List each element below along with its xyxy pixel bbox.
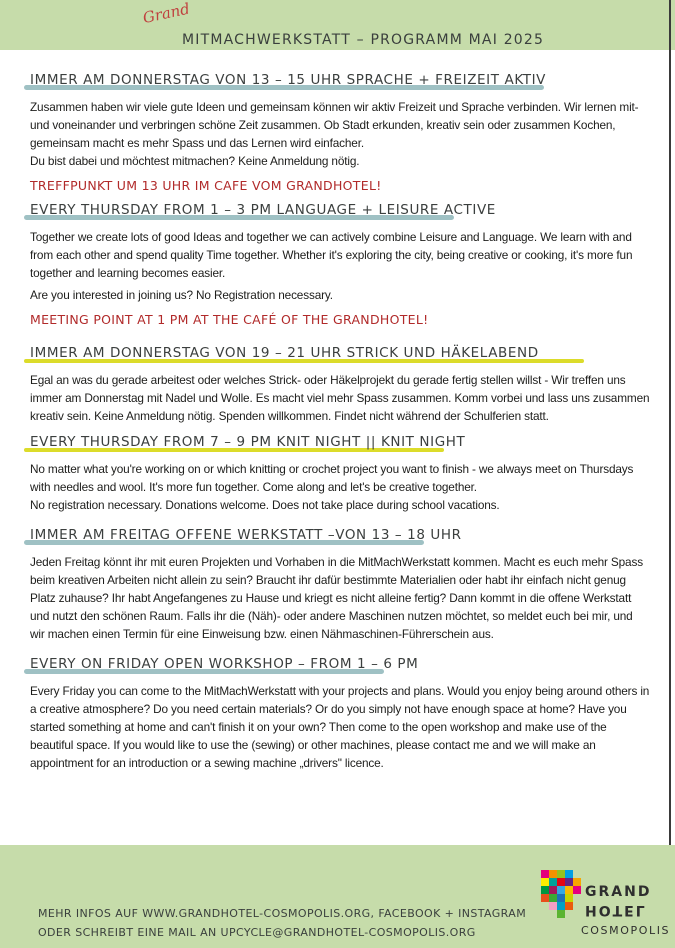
header-script-word: Grand: [141, 0, 192, 27]
page-edge-rule: [669, 0, 671, 948]
section-body: [30, 371, 650, 425]
section-body: [30, 98, 650, 170]
paragraph: No matter what you're working on or which knitting or crochet project you want to finish - we always meet on Thursdays with needles and wool. It's more fun together. Come along and let's be creative together.: [30, 462, 634, 494]
section-body: [30, 682, 650, 772]
section-heading-wrap: [30, 72, 650, 98]
section-heading-wrap: [30, 434, 650, 460]
footer-line-email: ODER SCHREIBT EINE MAIL AN UPCYCLE@GRANDHOTEL-COSMOPOLIS.ORG: [38, 926, 476, 939]
footer-info: [38, 904, 526, 942]
section-heading-wrap: [30, 527, 650, 553]
section-heading: IMMER AM DONNERSTAG VON 19 – 21 UHR STRICK UND HÄKELABEND: [30, 345, 539, 361]
section-body: [30, 460, 650, 514]
section-heading-wrap: [30, 345, 650, 371]
section-thursday-knit-de: [30, 345, 650, 425]
paragraph: Are you interested in joining us? No Registration necessary.: [30, 288, 333, 302]
section-body: [30, 553, 650, 643]
meeting-point-callout: TREFFPUNKT UM 13 UHR IM CAFE VOM GRANDHOTEL!: [30, 178, 382, 193]
paragraph: Jeden Freitag könnt ihr mit euren Projekten und Vorhaben in die MitMachWerkstatt kommen. Macht es euch mehr Spass beim kreativen Arbeiten nicht allein zu sein? Braucht ihr dafür bestimmte Materialien oder habt ihr einfach nicht genug Platz zuhause? Ihr habt Angefangenes zu Hause und kriegt es nicht alleine fertig? Dann kommt in die offene Werkstatt und nutzt den schönen Raum. Falls ihr die (Näh)- oder andere Maschinen nutzen möchtet, so meldet euch bei mir, und wir machen einen Termin für eine Einweisung bzw. einen Nähmaschinen-Führerschein aus.: [30, 555, 643, 641]
footer-line-website: MEHR INFOS AUF WWW.GRANDHOTEL-COSMOPOLIS.ORG, FACEBOOK + INSTAGRAM: [38, 907, 527, 920]
section-heading-wrap: [30, 202, 650, 228]
paragraph: Every Friday you can come to the MitMachWerkstatt with your projects and plans. Would you enjoy being around others in a creative atmosphere? Do you need certain materials? Or do you simply not have enough space at home? Have you started something at home and can't finish it on your own? Then come to the open workshop and make use of the beautiful space. If you would like to use the (sewing) or other machines, please contact me and we will make an appointment for an introduction or a sewing machine „drivers" licence.: [30, 684, 650, 770]
page-title: MITMACHWERKSTATT – PROGRAMM MAI 2025: [182, 32, 545, 48]
paragraph: Du bist dabei und möchtest mitmachen? Keine Anmeldung nötig.: [30, 154, 360, 168]
section-heading-wrap: [30, 656, 650, 682]
paragraph: Egal an was du gerade arbeitest oder welches Strick- oder Häkelprojekt du gerade fertig stellen willst - Wir treffen uns immer am Donnerstag mit Nadel und Wolle. Es macht viel mehr Spass zusammen. Komm vorbei und lass uns zusammen kreativ sein. Keine Anmeldung nötig. Spenden willkommen. Findet nicht während der Schulferien statt.: [30, 373, 650, 423]
logo-word-cosmopolis: COSMOPOLIS: [581, 924, 671, 937]
section-heading: IMMER AM FREITAG OFFENE WERKSTATT –VON 13 – 18 UHR: [30, 527, 462, 543]
logo-word-grand: GRAND: [585, 884, 652, 900]
section-heading: EVERY THURSDAY FROM 1 – 3 PM LANGUAGE + LEISURE ACTIVE: [30, 202, 496, 218]
section-thursday-language-en: [30, 202, 650, 327]
logo-word-hotel: HOTEL: [585, 902, 647, 918]
meeting-point-callout: MEETING POINT AT 1 PM AT THE CAFÉ OF THE GRANDHOTEL!: [30, 312, 429, 327]
paragraph: No registration necessary. Donations welcome. Does not take place during school vacations.: [30, 498, 500, 512]
section-thursday-language-de: [30, 72, 650, 193]
section-body: [30, 228, 650, 304]
paragraph: Together we create lots of good Ideas and together we can actively combine Leisure and Language. We learn with and from each other and spend quality Time together. Whether it's exploring the city, being creative or cooking, it's more fun together and learning becomes easier.: [30, 230, 633, 280]
section-friday-workshop-en: [30, 656, 650, 772]
logo-mosaic-icon: [541, 870, 583, 918]
grandhotel-logo: [541, 870, 671, 940]
section-heading: IMMER AM DONNERSTAG VON 13 – 15 UHR SPRACHE + FREIZEIT AKTIV: [30, 72, 546, 88]
section-friday-workshop-de: [30, 527, 650, 643]
paragraph: Zusammen haben wir viele gute Ideen und gemeinsam können wir aktiv Freizeit und Sprache verbinden. Wir lernen mit- und voneinander und verbringen schöne Zeit zusammen. Ob Stadt erkunden, kreativ sein oder zusammen Kochen, gemeinsam macht es mehr Spass und das Lernen wird einfacher.: [30, 100, 639, 150]
section-heading: EVERY THURSDAY FROM 7 – 9 PM KNIT NIGHT || KNIT NIGHT: [30, 434, 466, 450]
section-heading: EVERY ON FRIDAY OPEN WORKSHOP – FROM 1 – 6 PM: [30, 656, 419, 672]
section-thursday-knit-en: [30, 434, 650, 514]
